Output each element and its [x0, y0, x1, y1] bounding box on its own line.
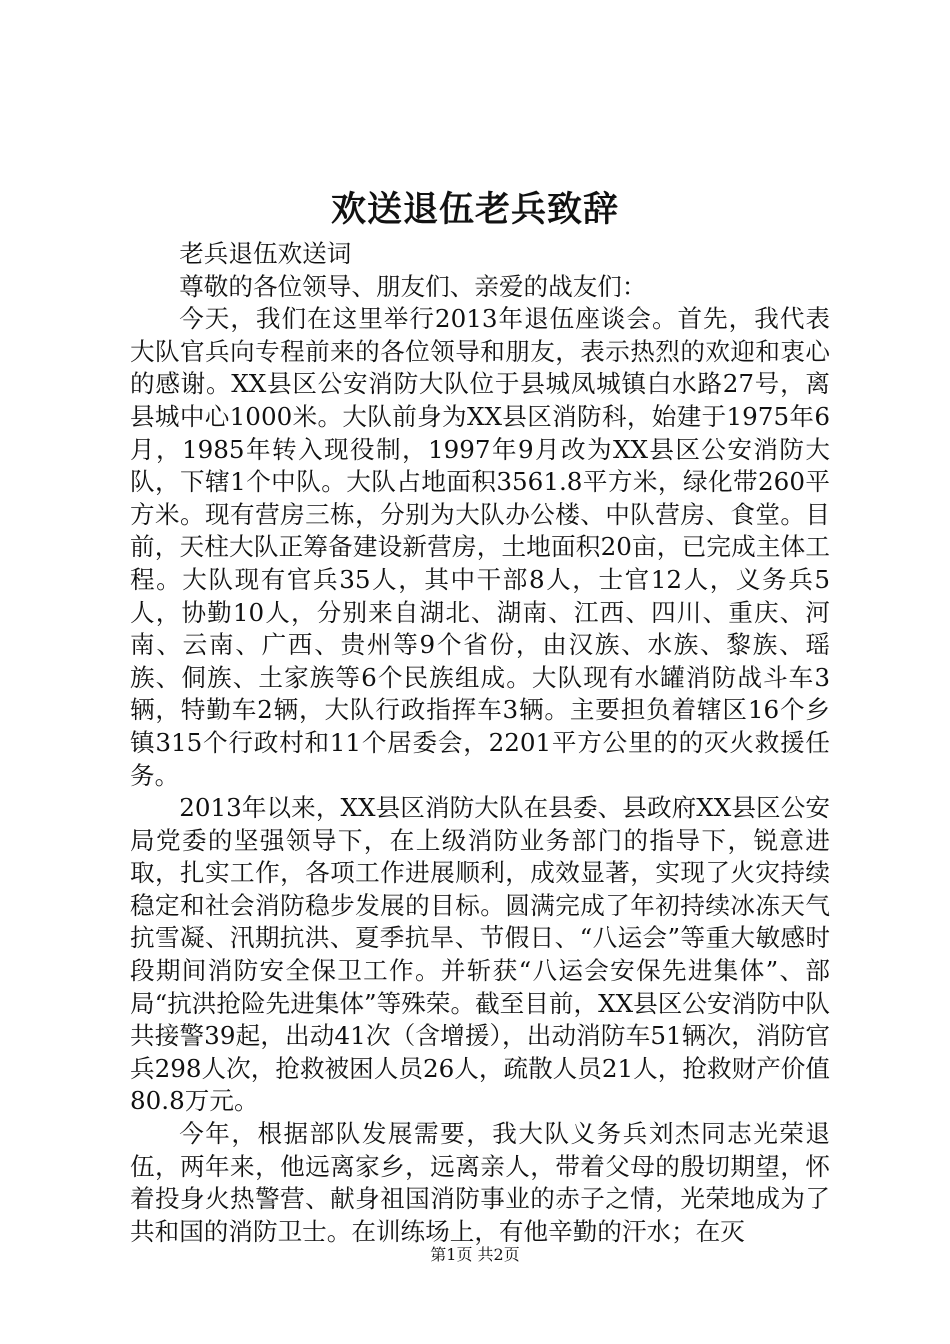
document-title: 欢送退伍老兵致辞 [330, 189, 619, 230]
document-body [130, 238, 830, 1248]
paragraph-subtitle: 老兵退伍欢送词 [179, 239, 352, 268]
paragraph-1: 今天，我们在这里举行2013年退伍座谈会。首先，我代表大队官兵向专程前来的各位领导和朋友，表示热烈的欢迎和衷心的感谢。XX县区公安消防大队位于县城凤城镇白水路27号，离县城中心1000米。大队前身为XX县区消防科，始建于1975年6月，1985年转入现役制，1997年9月改为XX县区公安消防大队，下辖1个中队。大队占地面积3561.8平方米，绿化带260平方米。现有营房三栋，分别为大队办公楼、中队营房、食堂。目前，天柱大队正筹备建设新营房，土地面积20亩，已完成主体工程。大队现有官兵35人，其中干部8人，士官12人，义务兵5人，协勤10人，分别来自湖北、湖南、江西、四川、重庆、河南、云南、广西、贵州等9个省份，由汉族、水族、黎族、瑶族、侗族、土家族等6个民族组成。大队现有水罐消防战斗车3辆，特勤车2辆，大队行政指挥车3辆。主要担负着辖区16个乡镇315个行政村和11个居委会，2201平方公里的的灭火救援任务。 [130, 304, 830, 790]
page-footer: 第1页 共2页 [430, 1245, 520, 1264]
paragraph-3: 今年，根据部队发展需要，我大队义务兵刘杰同志光荣退伍，两年来，他远离家乡，远离亲人，带着父母的殷切期望，怀着投身火热警营、献身祖国消防事业的赤子之情，光荣地成为了共和国的消防卫士。在训练场上，有他辛勤的汗水；在灭 [130, 1119, 830, 1246]
paragraph-2: 2013年以来，XX县区消防大队在县委、县政府XX县区公安局党委的坚强领导下，在上级消防业务部门的指导下，锐意进取，扎实工作，各项工作进展顺利，成效显著，实现了火灾持续稳定和社会消防稳步发展的目标。圆满完成了年初持续冰冻天气抗雪凝、汛期抗洪、夏季抗旱、节假日、“八运会”等重大敏感时段期间消防安全保卫工作。并斩获“八运会安保先进集体”、部局“抗洪抢险先进集体”等殊荣。截至目前，XX县区公安消防中队共接警39起，出动41次（含增援），出动消防车51辆次，消防官兵298人次，抢救被困人员26人，疏散人员21人，抢救财产价值80.8万元。 [130, 793, 830, 1116]
paragraph-salutation: 尊敬的各位领导、朋友们、亲爱的战友们： [179, 271, 647, 301]
